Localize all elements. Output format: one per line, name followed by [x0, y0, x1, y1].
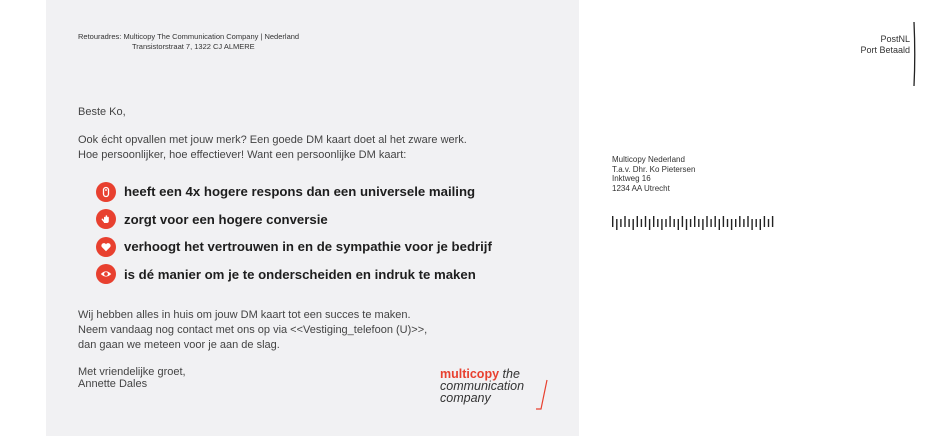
barcode-bar: [715, 216, 716, 227]
barcode-bar: [756, 219, 757, 227]
return-address-line1: Retouradres: Multicopy The Communication Company | Nederland: [78, 32, 300, 41]
barcode-bar: [764, 216, 765, 227]
barcode-bar: [719, 219, 720, 230]
benefit-item: [96, 233, 492, 261]
signature-name: Annette Dales: [78, 378, 148, 390]
logo-slash-icon: [536, 378, 550, 412]
benefit-text: verhoogt het vertrouwen in en de sympathie voor je bedrijf: [124, 239, 492, 255]
closing-line: Neem vandaag nog contact met ons op via <<Vestiging_telefoon (U)>>,: [78, 324, 428, 336]
barcode-bar: [727, 219, 728, 227]
barcode-bar: [751, 219, 752, 230]
barcode-bar: [674, 219, 675, 227]
intro-line: Ook écht opvallen met jouw merk? Een goede DM kaart doet al het zware werk.: [78, 134, 467, 146]
barcode-bar: [739, 216, 740, 227]
benefit-text: is dé manier om je te onderscheiden en indruk te maken: [124, 266, 476, 282]
benefit-text: heeft een 4x hogere respons dan een universele mailing: [124, 184, 476, 200]
barcode-bar: [706, 216, 707, 227]
closing-text: [78, 308, 427, 353]
barcode-bar: [620, 219, 621, 227]
benefit-item: [96, 178, 492, 206]
logo-the: the: [502, 367, 520, 381]
barcode-bar: [665, 219, 666, 227]
benefit-item: [96, 261, 492, 289]
heart-icon: [96, 237, 116, 257]
signoff: [78, 366, 186, 390]
greeting: Beste Ko,: [78, 106, 126, 118]
barcode-bar: [731, 219, 732, 230]
barcode-bar: [735, 219, 736, 227]
barcode-bar: [616, 219, 617, 230]
barcode-bar: [682, 216, 683, 227]
barcode-bar: [637, 216, 638, 227]
address-line: Multicopy Nederland: [612, 155, 685, 164]
recipient-address: [612, 155, 695, 193]
barcode-bar: [661, 219, 662, 230]
closing-line: dan gaan we meteen voor je aan de slag.: [78, 339, 280, 351]
intro-text: [78, 133, 467, 163]
barcode-bar: [669, 216, 670, 227]
barcode-bar: [760, 219, 761, 230]
barcode-bar: [641, 219, 642, 227]
hand-icon: [96, 209, 116, 229]
address-line: 1234 AA Utrecht: [612, 183, 670, 193]
address-line: T.a.v. Dhr. Ko Pietersen: [612, 164, 696, 174]
barcode-bar: [747, 216, 748, 227]
barcode-bar: [645, 216, 646, 227]
barcode-bar: [649, 219, 650, 230]
signoff-line: Met vriendelijke groet,: [78, 366, 186, 378]
closing-line: Wij hebben alles in huis om jouw DM kaart tot een succes te maken.: [78, 309, 411, 321]
barcode-bar: [690, 219, 691, 227]
mouse-icon: [96, 182, 116, 202]
eye-icon: [96, 264, 116, 284]
logo-line2: communication: [440, 379, 525, 393]
barcode-bar: [698, 219, 699, 227]
barcode-bar: [628, 219, 629, 227]
barcode-bar: [686, 219, 687, 230]
barcode-bar: [743, 219, 744, 227]
barcode-bar: [653, 216, 654, 227]
barcode-bar: [772, 216, 773, 227]
intro-line: Hoe persoonlijker, hoe effectiever! Want een persoonlijke DM kaart:: [78, 149, 407, 161]
barcode-bar: [624, 216, 625, 227]
return-address: [78, 32, 299, 52]
postage-line1: PostNL: [880, 34, 910, 44]
benefit-list: [96, 178, 492, 288]
benefit-text: zorgt voor een hogere conversie: [124, 211, 328, 227]
postage-frame-line: [912, 22, 918, 88]
barcode-bar: [710, 219, 711, 227]
barcode-bar: [633, 219, 634, 230]
return-address-line2: Transistorstraat 7, 1322 CJ ALMERE: [132, 42, 255, 51]
benefit-item: [96, 206, 492, 234]
barcode-bar: [702, 219, 703, 230]
address-line: Inktweg 16: [612, 174, 651, 183]
postage-line2: Port Betaald: [860, 45, 910, 55]
barcode-bar: [678, 219, 679, 230]
postage-indicia: [860, 34, 910, 56]
barcode-bar: [723, 216, 724, 227]
barcode-bar: [657, 219, 658, 227]
barcode-bar: [768, 219, 769, 227]
postal-barcode: [612, 216, 782, 230]
company-logo: [440, 368, 550, 410]
logo-brand-name: multicopy: [440, 367, 500, 381]
logo-line3: company: [440, 391, 491, 405]
barcode-bar: [694, 216, 695, 227]
barcode-bar: [612, 216, 613, 227]
